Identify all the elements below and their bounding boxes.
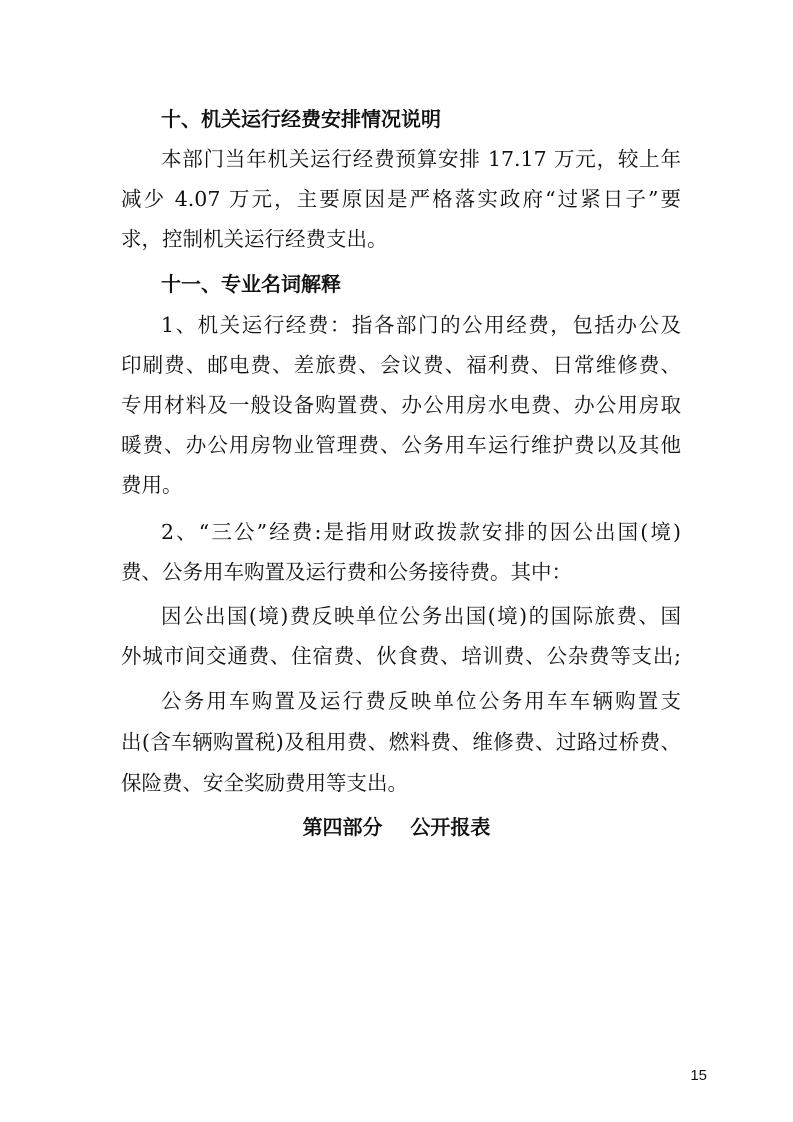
section-heading-operating-expenses: 十、机关运行经费安排情况说明 bbox=[161, 107, 441, 131]
paragraph-line: 1、机关运行经费：指各部门的公用经费，包括办公及 bbox=[161, 313, 681, 337]
paragraph-line: 公务用车购置及运行费反映单位公务用车车辆购置支 bbox=[161, 689, 681, 713]
paragraph-line: 保险费、安全奖励费用等支出。 bbox=[121, 771, 408, 795]
paragraph-line: 专用材料及一般设备购置费、办公用房水电费、办公用房取 bbox=[121, 393, 681, 417]
paragraph-line: 费用。 bbox=[121, 473, 183, 497]
paragraph-line: 印刷费、邮电费、差旅费、会议费、福利费、日常维修费、 bbox=[121, 353, 681, 377]
paragraph-line: 本部门当年机关运行经费预算安排 17.17 万元，较上年 bbox=[161, 147, 681, 171]
paragraph-line: 外城市间交通费、住宿费、伙食费、培训费、公杂费等支出; bbox=[121, 644, 681, 668]
paragraph-line: 求，控制机关运行经费支出。 bbox=[121, 227, 388, 251]
paragraph-line: 暖费、办公用房物业管理费、公务用车运行维护费以及其他 bbox=[121, 433, 681, 457]
section-heading-glossary: 十一、专业名词解释 bbox=[161, 272, 341, 296]
part-title: 第四部分 公开报表 bbox=[302, 815, 491, 839]
paragraph-line: 2、“三公”经费:是指用财政拨款安排的因公出国(境) bbox=[161, 520, 681, 544]
paragraph-line: 费、公务用车购置及运行费和公务接待费。其中： bbox=[121, 560, 572, 584]
paragraph-line: 因公出国(境)费反映单位公务出国(境)的国际旅费、国 bbox=[161, 604, 681, 628]
page-number: 15 bbox=[690, 1067, 707, 1084]
paragraph-line: 出(含车辆购置税)及租用费、燃料费、维修费、过路过桥费、 bbox=[121, 730, 681, 754]
paragraph-line: 减少 4.07 万元，主要原因是严格落实政府“过紧日子”要 bbox=[121, 187, 681, 211]
